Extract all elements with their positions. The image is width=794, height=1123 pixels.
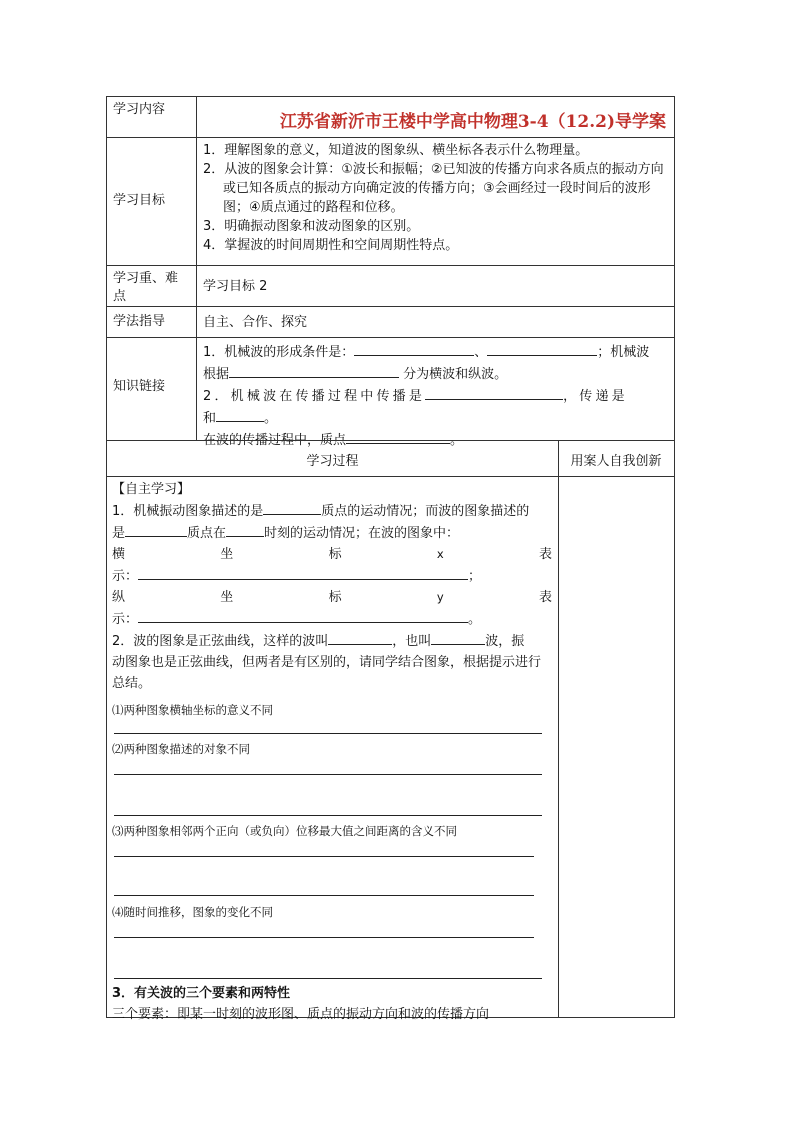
- column-divider: [558, 477, 559, 1017]
- question-1-line-2: 是 质点在 时刻的运动情况；在波的图象中：: [112, 522, 552, 544]
- method-label: 学法指导: [107, 307, 197, 337]
- question-3-heading: 3．有关波的三个要素和两特性: [112, 986, 291, 1001]
- objective-item: 1．理解图象的意义，知道波的图象纵、横坐标各表示什么物理量。: [203, 143, 589, 158]
- answer-blank[interactable]: [425, 385, 563, 400]
- question-2-line-2: 动图象也是正弦曲线，但两者是有区别的，请同学结合图象，根据提示进行总结。: [112, 655, 542, 691]
- answer-blank[interactable]: [216, 407, 264, 422]
- knowledge-cell: [197, 338, 674, 448]
- knowledge-line-2: 根据 分为横波和纵波。: [203, 363, 668, 385]
- process-right-header: 用案人自我创新: [570, 454, 662, 469]
- self-study-heading: 【自主学习】: [112, 482, 191, 497]
- x-axis-row: 横 坐 标 x 表: [112, 547, 552, 562]
- process-left-header: 学习过程: [306, 454, 359, 469]
- answer-blank[interactable]: [487, 341, 597, 356]
- answer-blank[interactable]: [138, 565, 468, 580]
- knowledge-line-5: 在波的传播过程中，质点 。: [203, 429, 668, 451]
- x-axis-answer: 示： ；: [112, 565, 552, 587]
- answer-line[interactable]: [114, 733, 542, 734]
- answer-blank[interactable]: [138, 608, 468, 623]
- diff-2: ⑵两种图象描述的对象不同: [112, 742, 250, 756]
- answer-blank[interactable]: [229, 363, 399, 378]
- answer-blank[interactable]: [431, 630, 485, 645]
- answer-blank[interactable]: [263, 500, 321, 515]
- answer-line[interactable]: [114, 856, 534, 857]
- knowledge-line-4: 和 。: [203, 407, 668, 429]
- objectives-row: [106, 137, 675, 266]
- answer-line[interactable]: [114, 937, 534, 938]
- process-header-row: [106, 440, 675, 477]
- objectives-cell: [197, 138, 674, 265]
- question-2-line-1: 2．波的图象是正弦曲线，这样的波叫 ，也叫 波，振: [112, 630, 552, 652]
- process-body: [106, 476, 675, 1022]
- worksheet-table: [106, 96, 675, 1022]
- y-axis-row: 纵 坐 标 y 表: [112, 590, 552, 605]
- knowledge-label: 知识链接: [107, 338, 197, 440]
- diff-4: ⑷随时间推移，图象的变化不同: [112, 905, 273, 919]
- header-label: 学习内容: [107, 97, 197, 137]
- method-text: 自主、合作、探究: [203, 315, 308, 330]
- answer-line[interactable]: [114, 774, 542, 775]
- knowledge-line-1: 1．机械波的形成条件是： 、 ；机械波: [203, 341, 668, 363]
- answer-blank[interactable]: [328, 630, 392, 645]
- y-axis-answer: 示： 。: [112, 608, 552, 630]
- answer-line[interactable]: [114, 978, 542, 979]
- answer-blank[interactable]: [354, 341, 474, 356]
- answer-blank[interactable]: [226, 522, 264, 537]
- objective-item: 3．明确振动图象和波动图象的区别。: [203, 219, 420, 234]
- question-3-text: 三个要素：即某一时刻的波形图、质点的振动方向和波的传播方向: [112, 1007, 490, 1022]
- header-row: [106, 96, 675, 138]
- keypoints-label: 学习重、难点: [107, 266, 197, 306]
- answer-line[interactable]: [114, 815, 542, 816]
- page-title: 江苏省新沂市王楼中学高中物理3-4（12.2)导学案: [279, 112, 666, 132]
- knowledge-line-3: 2．机械波在传播过程中传播是 ，传递是: [203, 385, 668, 407]
- objectives-label: 学习目标: [107, 138, 197, 265]
- objective-item: 2．从波的图象会计算：①波长和振幅；②已知波的传播方向求各质点的振动方向或已知各质点的振动方向确定波的传播方向；③会画经过一段时间后的波形图；④质点通过的路程和位移。: [203, 162, 664, 215]
- keypoints-row: [106, 265, 675, 307]
- process-content: [112, 479, 552, 1025]
- method-row: [106, 306, 675, 338]
- diff-3: ⑶两种图象相邻两个正向（或负向）位移最大值之间距离的含义不同: [112, 824, 457, 838]
- objective-item: 4．掌握波的时间周期性和空间周期性特点。: [203, 238, 459, 253]
- answer-blank[interactable]: [125, 522, 187, 537]
- answer-line[interactable]: [114, 895, 534, 896]
- diff-1: ⑴两种图象横轴坐标的意义不同: [112, 703, 273, 717]
- keypoints-text: 学习目标 2: [203, 279, 268, 294]
- knowledge-row: [106, 337, 675, 448]
- question-1-line-1: 1．机械振动图象描述的是 质点的运动情况；而波的图象描述的: [112, 500, 552, 522]
